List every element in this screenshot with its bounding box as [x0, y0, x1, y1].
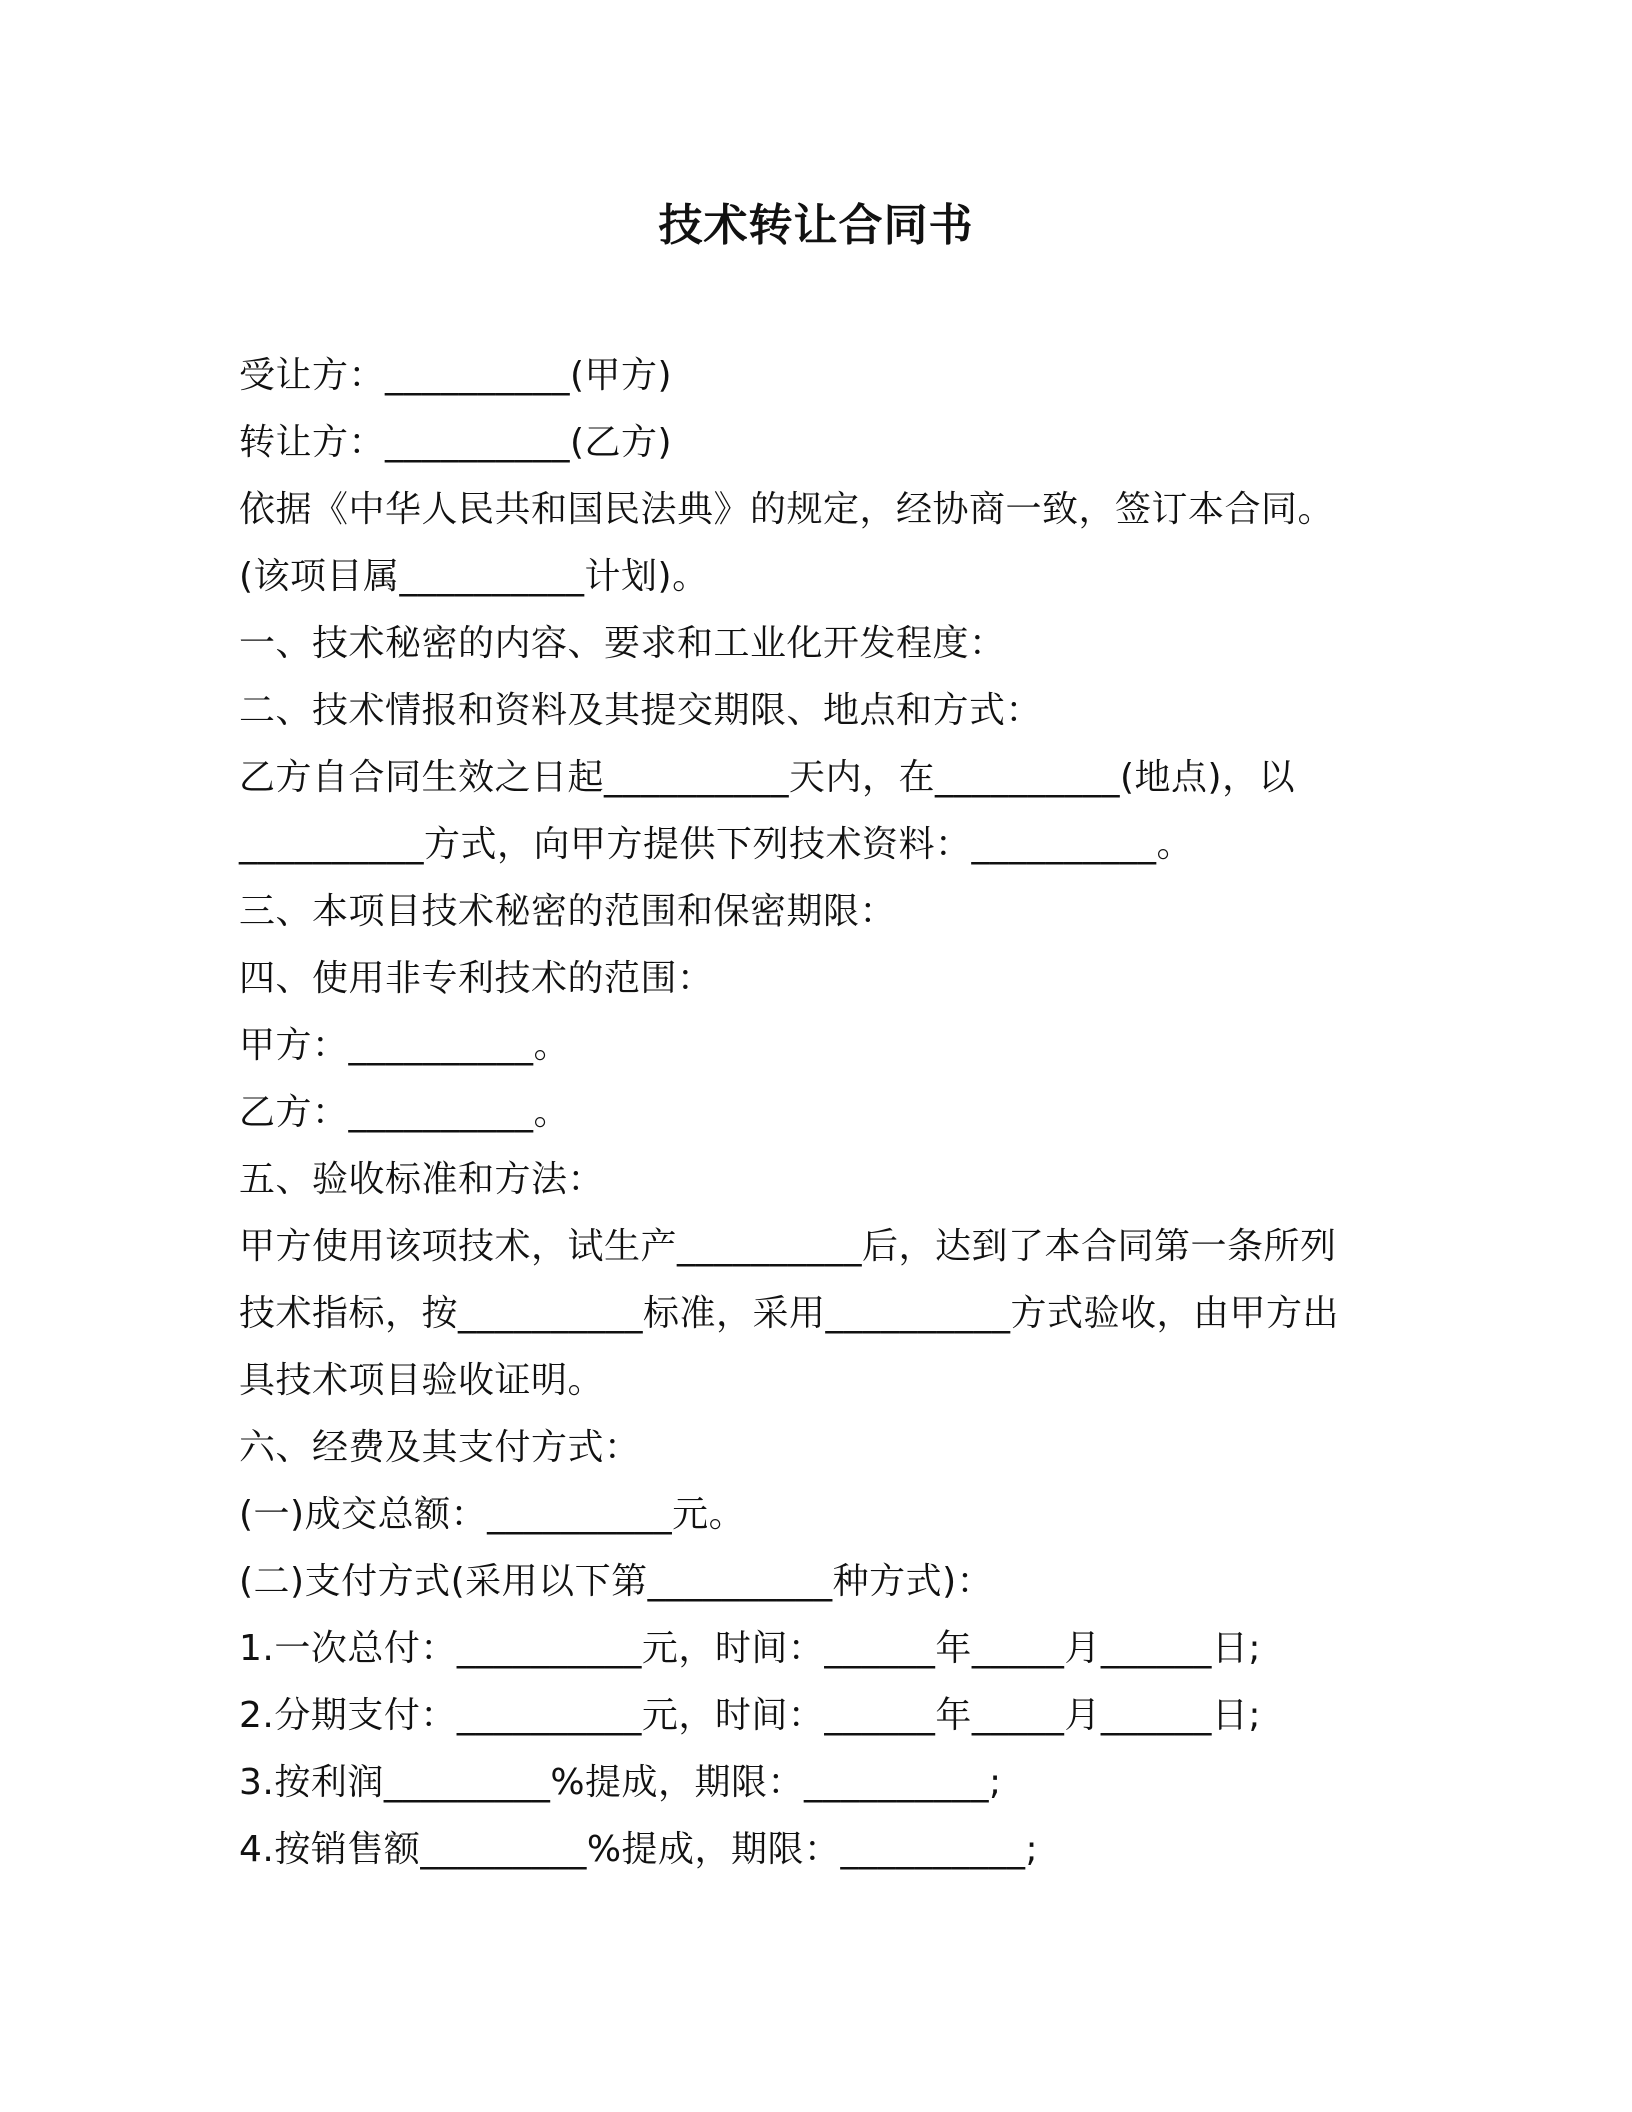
transferee-line: 受让方：__________(甲方) [239, 355, 673, 396]
preamble-line: 依据《中华人民共和国民法典》的规定，经协商一致，签订本合同。 [239, 489, 1335, 530]
section-5-text-line-2: 技术指标，按__________标准，采用__________方式验收，由甲方出 [239, 1293, 1340, 1334]
section-2-heading: 二、技术情报和资料及其提交期限、地点和方式： [239, 690, 1043, 731]
document-title: 技术转让合同书 [658, 200, 974, 251]
document-body [239, 342, 1379, 1883]
section-4-party-a-line: 甲方：__________。 [239, 1025, 571, 1066]
section-2-text-line-2: __________方式，向甲方提供下列技术资料：__________。 [239, 824, 1194, 865]
section-5-text-line-3: 具技术项目验收证明。 [239, 1360, 605, 1401]
payment-option-1-line: 1.一次总付：__________元，时间：______年_____月______日; [239, 1628, 1261, 1669]
payment-option-2-line: 2.分期支付：__________元，时间：______年_____月______日; [239, 1695, 1261, 1736]
section-4-party-b-line: 乙方：__________。 [239, 1092, 571, 1133]
section-2-text-line-1: 乙方自合同生效之日起__________天内，在__________(地点)，以 [239, 757, 1296, 798]
section-5-text-line-1: 甲方使用该项技术，试生产__________后，达到了本合同第一条所列 [239, 1226, 1337, 1267]
payment-option-4-line: 4.按销售额_________%提成，期限：__________; [239, 1829, 1039, 1870]
section-5-heading: 五、验收标准和方法： [239, 1159, 605, 1200]
section-6-heading: 六、经费及其支付方式： [239, 1427, 641, 1468]
section-4-heading: 四、使用非专利技术的范围： [239, 958, 714, 999]
payment-method-line: (二)支付方式(采用以下第__________种方式)： [239, 1561, 994, 1602]
transferor-line: 转让方：__________(乙方) [239, 422, 673, 463]
payment-option-3-line: 3.按利润_________%提成，期限：__________; [239, 1762, 1002, 1803]
section-1-heading: 一、技术秘密的内容、要求和工业化开发程度： [239, 623, 1006, 664]
section-3-heading: 三、本项目技术秘密的范围和保密期限： [239, 891, 897, 932]
project-plan-line: (该项目属__________计划)。 [239, 556, 709, 597]
total-amount-line: (一)成交总额：__________元。 [239, 1494, 746, 1535]
